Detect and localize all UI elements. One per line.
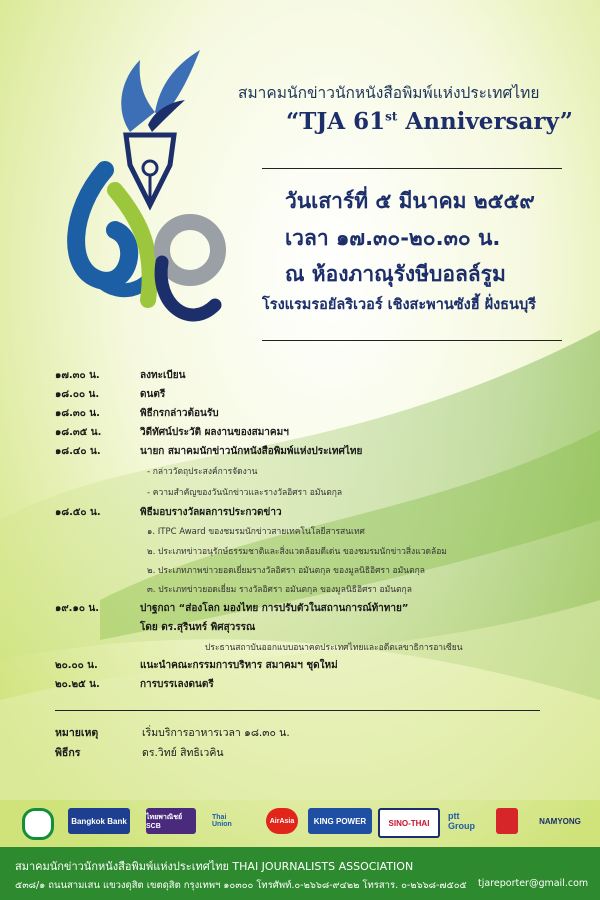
dove-icon [121,50,200,132]
organization-name: สมาคมนักข่าวนักหนังสือพิมพ์แห่งประเทศไทย [238,84,540,102]
pen-nib-icon [126,135,174,205]
sponsor-red-logo [496,808,518,834]
tja-61-logo [60,40,240,340]
sponsor-sino-thai-logo: SINO-THAI [378,808,440,838]
sponsor-logos [0,800,600,842]
kasikorn-logo [22,808,54,840]
event-hotel: โรงแรมรอยัลริเวอร์ เชิงสะพานซังฮี้ ฝั่งธนบุรี [262,297,536,313]
sponsor-thai-union-logo: Thai Union [212,814,232,828]
footer-address: ๕๓๘/๑ ถนนสามเสน แขวงดุสิต เขตดุสิต กรุงเทพฯ ๑๐๓๐๐ โทรศัพท์.๐-๒๖๖๘-๙๔๒๒ โทรสาร. ๐-๒๖๖๘-๗๕๐๕ [15,880,467,891]
sponsor-bangkok-bank-logo: Bangkok Bank [68,808,130,834]
sponsor-scb-logo: ไทยพาณิชย์ SCB [146,808,196,834]
sponsor-ptt-logo: ptt Group [448,811,475,831]
header-divider [262,168,562,169]
footer-organization: สมาคมนักข่าวนักหนังสือพิมพ์แห่งประเทศไทย THAI JOURNALISTS ASSOCIATION [15,860,414,873]
venue-divider [262,340,562,341]
schedule-divider [55,710,540,711]
event-venue: ณ ห้องภาณุรังษีบอลล์รูม [285,262,506,286]
sponsor-airasia-logo: AirAsia [266,808,298,834]
sponsor-namyong-logo: NAMYONG [539,816,581,826]
footer [0,847,600,900]
event-time: เวลา ๑๗.๓๐-๒๐.๓๐ น. [285,226,501,250]
sponsor-king-power-logo: KING POWER [308,808,372,834]
footer-email[interactable]: tjareporter@gmail.com [478,878,589,889]
event-date: วันเสาร์ที่ ๕ มีนาคม ๒๕๕๙ [285,189,535,213]
event-title: “TJA 61st Anniversary” [286,108,573,135]
